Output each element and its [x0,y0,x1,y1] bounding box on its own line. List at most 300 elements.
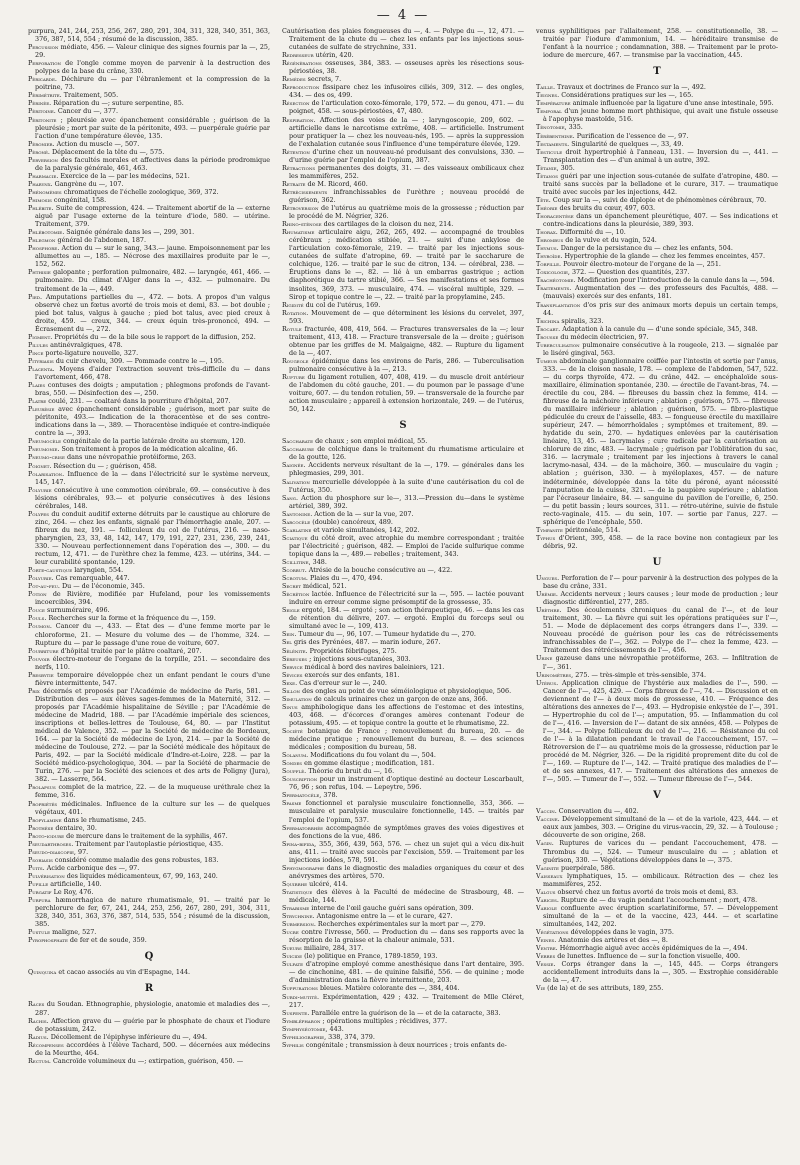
index-entry [282,75,524,83]
index-entry [536,872,778,888]
entry-text: galopante ; perforation pulmonaire, 482. — laryngée, 461, 466. — pulmonaire. Du climat d'Alger dans la —, 432. — pulmonaire. Du traitement de la —, 449. [35,268,270,293]
index-entry [28,936,270,944]
entry-headword: Périnée. [28,99,52,108]
entry-text: Anatomie des artères et des —, 8. [558,936,668,945]
index-entry [282,180,524,188]
entry-text: médicinales. Influence de la culture sur les — de quelques végétaux, 401. [35,799,270,816]
entry-text: Action de la — sur la vue, 207. [314,509,414,518]
index-entry [282,437,524,445]
entry-headword: Résection [282,99,310,108]
index-entry [282,727,524,751]
index-entry [28,1033,270,1041]
entry-text: dans le rhumatisme, 245. [63,815,146,824]
index-entry [28,848,270,856]
entry-text: Difformité du —, 10. [559,228,626,237]
entry-text: Plaies du —, 470, 494. [309,574,383,583]
entry-headword: Pouls. [28,614,47,623]
entry-headword: Puits. [28,863,45,872]
index-entry [536,284,778,300]
index-entry [28,880,270,888]
index-entry [282,1017,524,1025]
index-entry [282,928,524,944]
entry-headword: Rotule [282,324,302,333]
entry-headword: Sexe. [282,678,298,687]
entry-text: Traitement par l'autoplastie périostique, 435. [75,839,224,848]
entry-headword: Vaccin. [536,807,557,816]
entry-text: chromatiques de l'échelle zoologique, 369, 372. [63,187,219,196]
entry-headword: Santonine. [282,509,313,518]
entry-headword: Urinomètres, [536,670,574,679]
entry-headword: Verres [536,952,556,961]
index-entry [536,807,778,815]
index-entry [282,655,524,663]
entry-text: interne de l'œil gauche guéri sans opération, 309. [311,904,474,913]
entry-headword: Poumon. [28,622,52,631]
entry-headword: Pouvoir [28,654,50,663]
entry-headword: Phlébite. [28,204,54,213]
entry-text: avec épanchement considérable ; guérison, mort par suite de péritonite, 493.— Indication de la thoracentèse et de ses contre-indications dans la —, 389. — Thoracentèse indiquée et contre-indiquée contre la —, 393. [35,405,270,438]
entry-headword: Spermatorrhée [282,823,324,832]
index-entry [28,445,270,453]
entry-headword: Tétanie, [536,163,559,172]
entry-text: congénitale ; transmission à deux nourrices ; trois enfants de- [305,1040,507,1049]
index-entry [536,260,778,268]
entry-headword: Prolapsus [28,783,56,792]
index-entry [282,687,524,695]
entry-headword: Sein. [282,630,297,639]
entry-headword: Submersion. [282,920,316,929]
entry-headword: Tuberculisation [536,340,580,349]
index-entry [282,679,524,687]
entry-headword: Sueurs [282,944,302,953]
entry-text: Le Roy, 476. [53,888,94,897]
entry-text: congénital, 158. [53,195,107,204]
entry-text: 348. [312,558,327,566]
index-entry [28,566,270,574]
entry-text: d'os pris sur des animaux morts depuis un certain temps, 44. [543,300,778,317]
index-entry [536,83,778,91]
index-entry [282,840,524,864]
entry-headword: Statistique [282,887,313,896]
entry-headword: Tympanite [536,525,563,534]
entry-text: Travaux et doctrines de Franco sur la —, 492. [557,83,706,92]
index-entry [536,888,778,896]
index-entry [28,606,270,614]
entry-text: ; pleurésie avec épanchement considérable ; guérison de la pleurésie ; mort par suite de la péritonite, 493. — puerpérale guérie par l'action d'une température élevée, 135. [35,115,270,140]
entry-text: Action du phosphore sur le—, 313.—Pression du—dans le système artériel, 389, 392. [289,493,524,510]
index-entry [536,268,778,276]
entry-headword: Soufflé. [282,767,307,776]
entry-text: Théorie du bruit du —, 16. [308,767,395,776]
entry-headword: Perversion [28,155,59,164]
entry-text: laryngien, 554. [74,566,124,575]
index-entry [536,952,778,960]
entry-text: Augmentation des — des professeurs des Facultés, 488. — (mauvais) exercés sur des enfants, 181. [543,284,778,301]
index-entry [28,824,270,832]
entry-text: lactée. Influence de l'électricité sur la —, 595. — lactée pouvant induire en erreur comme signe présomptif de la grossesse, 35. [289,590,524,607]
entry-headword: Propylamine [28,815,62,824]
index-entry [28,156,270,172]
index-entry [28,671,270,687]
entry-text: d'un jeune homme mort phthisique, qui avait une fistule osseuse à l'apophyse mastoïde, 516. [543,107,778,124]
index-entry [282,952,524,960]
entry-text: pulmonaire consécutive à la rougeole, 213. — signalée par le liséré gingival, 563. [543,340,778,357]
entry-text: botanique de France ; renouvellement du bureau, 20. — de médecine pratique ; renouvellement du bureau, 8. — des sciences médicales ; composition du bureau, 58. [289,726,524,752]
entry-headword: Tumeur [536,356,558,365]
index-entry [28,510,270,566]
entry-text: Hémorrhagie aiguë avec accès épidémiques de la —, 494. [559,944,748,953]
entry-headword: Saccharate [282,437,314,446]
entry-text: de Rivière, modifiée par Hufeland, pour les vomissements incoercibles, 394. [35,590,270,607]
entry-text: congénitale de la partie latérale droite au sternum, 120. [63,437,246,446]
entry-text: temporaire développée chez un enfant pendant le cours d'une fièvre intermittente, 547. [35,670,270,687]
index-entry [282,703,524,727]
entry-headword: Trousse [536,332,559,341]
index-entry [28,180,270,188]
entry-headword: Pneumocèle [28,437,62,446]
entry-text: spiralis, 323. [561,316,604,325]
index-entry [28,43,270,59]
entry-text: puerpérale, 586. [561,863,615,872]
entry-headword: Pneumo-crise [28,453,65,462]
index-entry [282,590,524,606]
entry-headword: Sphygmographe [282,863,324,872]
index-entry [28,333,270,341]
index-entry [28,896,270,928]
index-entry [28,268,270,292]
entry-headword: Teignes. [536,91,560,100]
entry-headword: Sel [282,638,292,647]
index-entry [536,148,778,164]
entry-text: Propriétés fébrifuges, 275. [309,646,397,655]
entry-text: 378. [323,791,338,800]
entry-headword: Rétention [282,147,310,156]
entry-headword: Symblépharon [282,1016,321,1025]
index-entry [282,888,524,904]
entry-headword: Seigle [282,606,300,615]
entry-text: Perforation de l'— pour parvenir à la destruction des polypes de la base du crâne, 331. [543,574,778,591]
entry-headword: Syphiliographie, [282,1032,327,1041]
index-entry [536,526,778,534]
entry-headword: Polypes [28,509,49,518]
entry-headword: Régénérations [282,59,322,68]
entry-text: Antagonisme entre la — et le curare, 427. [316,912,453,921]
entry-headword: Péritonite [28,115,57,124]
entry-text: de M. Ricord, 460. [307,179,368,188]
entry-text: Saignée générale dans les —, 299, 301. [66,228,195,237]
entry-text: dans le diagnostic des maladies organiques du cœur et des anévrysmes des artères, 570. [289,863,524,880]
entry-text: contuses des doigts ; amputation ; phlegmons profonds de l'avant-bras, 550. — Désinfection des —, 250. [35,381,270,398]
index-entry [282,606,524,630]
entry-text: Singularité de quelques —, 33, 49. [571,139,684,148]
entry-text: Hypertrophie de la glande — chez les femmes enceintes, 457. [564,252,766,261]
index-entry [282,373,524,413]
index-entry [536,244,778,252]
entry-headword: Phénomènes [28,187,62,196]
entry-text: médiate, 456. — Valeur clinique des signes fournis par la —, 25, 29. [35,43,270,60]
index-entry [28,453,270,461]
index-entry [536,864,778,872]
entry-headword: Propriétés [28,799,58,808]
entry-text: (double) cancéreux, 489. [312,517,393,526]
entry-text: médical, 521. [303,582,347,591]
entry-headword: Pilules [28,340,49,349]
entry-headword: Solanum. [282,751,309,760]
entry-text: décernés et proposés par l'Académie de médecine de Paris, 581. — Distribution des — aux élèves sages-femmes de la Maternité, 312. — proposés par l'Académie hispalitaine de Séville ; par l'Académie de médecine de Madrid, 188. — par l'Académie impériale des sciences, inscriptions et belles-lettres de Toulouse, 64, 80. — par l'Institut médical de Valence, 352. — par la Société de médecine de Bordeaux, 164. — par la Société de médecine de Lyon, 214. — par la Société de médecine de Toulouse, 272. — par la Société médicale des hôpitaux de Paris, 492. — par la Société médicale d'Indre-et-Loire, 228. — par la Société médico-psychologique, 304. — par la Société de pharmacie de Turin, 276. — par la Société des sciences et des arts de Poligny (Jura), 382. — Lasserre, 564. [35,686,270,784]
index-entry [282,478,524,494]
entry-headword: Thrombus [536,236,564,245]
index-entry [28,365,270,381]
entry-text: Corps étranger dans la —, 145, 445. — Corps étrangers accidentellement introduits dans la —, 305. — Exstrophie considérable de la —, 47. [543,960,778,985]
entry-text: Cancer du —, 377. [57,107,119,116]
index-entry [536,984,778,992]
index-entry [536,357,778,526]
entry-headword: Spina-bifida, [282,839,317,848]
section-letter: U [652,556,662,568]
index-entry [282,574,524,582]
index-entry [536,212,778,228]
section-letter: R [144,983,154,995]
entry-text: pour un instrument d'optique destiné au docteur Lescarbault, 76, 96 ; son refus, 104. — Lepeytre, 596. [289,775,524,792]
entry-text: artificielle, 140. [50,879,102,888]
entry-text: 355, 366, 439, 563, 576. — chez un sujet qui a vécu dix-huit ans, 411. — traité avec succès par l'excision, 559. — Traitement par les injections iodées, 578, 591. [289,839,524,864]
entry-headword: Température [536,99,571,108]
index-entry [28,148,270,156]
entry-text: général de l'abdomen, 187. [57,236,146,245]
entry-headword: Périmétrite. [28,91,62,100]
index-entry [28,27,270,43]
entry-headword: Pseudo-diascopie, [28,847,76,856]
entry-headword: Salivation [282,477,310,486]
entry-headword: Taille. [536,83,555,92]
entry-headword: Polyurie. [28,574,54,583]
entry-text: gris des Pyrénées, 487. — marin iodure, 267. [294,638,441,647]
entry-text: de l'utérus au quatrième mois de la grossesse ; réduction par le procédé de M. Négrier, 326. [289,204,524,221]
index-entry [282,518,524,526]
entry-text: Adaptation à la canule du — d'une sonde spéciale, 345, 348. [562,324,758,333]
entry-text: Influence de la — dans l'électricité sur le système nerveux, 145, 147. [35,469,270,486]
entry-text: osseuses, 384, 383. — osseuses après les résections sous-périostées, 38. [289,59,524,76]
entry-headword: Surdi-mutité. [282,992,320,1001]
entry-headword: Races [28,1000,45,1009]
entry-headword: Saignée. [282,461,306,470]
index-entry [282,309,524,325]
entry-headword: Sciatique [282,533,308,542]
entry-headword: Ténotomie, [536,123,567,132]
index-entry [282,59,524,75]
entry-text: consécutive à une commotion cérébrale, 69. — consécutive à des lésions cérébrales, 93.— et polyurie consécutives à des lésions cérébrales, 148. [35,485,270,510]
entry-text: 338, 374, 379. [328,1032,375,1041]
entry-headword: Secret [282,582,301,591]
index-entry [282,630,524,638]
entry-headword: Tétanos [536,171,559,180]
index-entry [28,341,270,349]
entry-text: 275. — très-simple et très-sensible, 374. [575,670,706,679]
entry-text: Recherches sur la forme et la fréquence du —, 159. [48,614,216,623]
index-entry [536,99,778,107]
index-entry [28,590,270,606]
entry-text: de l'ongle comme moyen de parvenir à la destruction des polypes de la base du crâne, 330. [35,59,270,76]
entry-text: Danger de la persistance du — chez les enfants, 504. [560,244,733,253]
entry-headword: Phlegmon [28,236,56,245]
entry-text: porte-ligature nouvelle, 327. [45,348,139,357]
entry-text: fracturée, 408, 419, 564. — Fractures transversales de la —; leur traitement, 413, 418. — Fracture transversale de la — droite ; guérison obtenue par les griffes de M. Malgaigne, 482. — Rupture du ligament de la —, 407. [289,324,524,357]
index-entry [28,204,270,228]
index-entry [282,526,524,534]
index-entry [282,960,524,984]
entry-text: de chaux ; son emploi médical, 55. [315,437,428,446]
entry-text: Propriétés du — de la bile sous le rapport de la diffusion, 252. [54,332,256,341]
index-entry [28,140,270,148]
entry-text: Cas remarquable, 447. [55,574,130,583]
index-entry [282,558,524,566]
entry-headword: Strychnine. [282,912,315,921]
entry-headword: Testaments. [536,139,570,148]
entry-text: d'Orient, 395, 458. — de la race bovine non contagieux par les débris, 92. [543,533,778,550]
entry-headword: Plaies [28,381,46,390]
entry-headword: Sucre [282,928,299,937]
entry-text: des élèves à la Faculté de médecine de Strasbourg, 48. — médicale, 144. [289,887,524,904]
index-entry [536,107,778,123]
index-entry [282,27,524,51]
entry-headword: Testicule [536,147,563,156]
entry-text: de colchique dans le traitement du rhumatisme articulaire et de la goutte, 126. [289,445,524,462]
entry-text: Tumeur du —, 96, 107. — Tumeur hydatide du —, 270. [298,630,476,639]
index-entry [282,920,524,928]
entry-headword: Térébenthine. [536,131,575,140]
entry-text: ulcéré, 414. [309,879,348,888]
entry-headword: Presbytie [28,670,54,679]
entry-headword: Péronier. [28,139,55,148]
entry-text: Résection du — ; guérison, 458. [53,461,157,470]
entry-text: 335. [568,123,583,132]
entry-text: ; opérations multiples ; récidives, 377. [322,1016,448,1025]
entry-text: Rupture de — du vagin pendant l'accouchement ; mort, 478. [560,895,758,904]
index-entry [536,27,778,59]
index-entry [536,815,778,839]
index-entry [28,486,270,510]
index-entry [28,196,270,204]
entry-text: Modification pour l'introduction de la canule dans la —, 594. [577,276,775,285]
index-entry [28,244,270,268]
index-entry [536,671,778,679]
entry-headword: Pourriture [28,646,59,655]
entry-headword: Varices. [536,895,559,904]
entry-headword: Potion [28,590,47,599]
entry-text: électro-moteur de l'organe de la torpille, 251. — secondaire des nerfs, 110. [35,654,270,671]
index-entry [282,993,524,1009]
entry-headword: Sélénite. [282,646,308,655]
entry-headword: Vessie. [536,960,556,969]
entry-headword: Temporal [536,107,562,116]
entry-text: du conduit auditif externe détruits par le caustique au chlorure de zinc, 264. — chez les enfants, signalé par l'hémorrhagie anale, 207. — fibreux du nez, 191. — folliculeux du col de l'utérus, 216. — naso-pharyngien, 23, 33, 48, 142, 147, 179, 191, 227, 231, 236, 239, 241, 330. — Nouveau perfectionnement dans l'opération des —, 300. — du rectum, 12, 471. — de l'urèthre chez la femme, 423. — utérins, 344. — leur curabilité spontanée, 129. [35,509,270,567]
entry-headword: Radius. [28,1032,49,1041]
entry-headword: Pustule [28,928,51,937]
entry-headword: Sévices [282,670,303,679]
index-entry [282,904,524,912]
entry-headword: Suppurations [282,984,318,993]
entry-text: surnuméraire, 496. [46,606,110,615]
index-entry [282,647,524,655]
entry-text: de la vulve et du vagin, 524. [565,236,657,245]
entry-headword: Pseudarthroses. [28,839,74,848]
entry-text: du cuir chevelu, 309. — Pommade contre le —, 195. [55,356,224,365]
entry-text: Son traitement à propos de la médication alcaline, 46. [61,445,238,454]
entry-headword: Pityriasis [28,356,54,365]
entry-text: coulé, 231. — coaltaré dans la pourriture d'hôpital, 207. [48,397,231,406]
entry-text: du ligament rotulien, 407, 408, 419. — du muscle droit antérieur de l'abdomen du côté gauche, 201. — du poumon par le passage d'une voiture, 607. — du tendon rotulien, 59. — transversale de la fourche par action musculaire ; appareil à extension horizontale, 249. — de l'utérus, 50, 142. [289,373,524,414]
index-entry [28,397,270,405]
index-entry [536,164,778,172]
index-entry [28,1000,270,1016]
section-letter: V [653,790,661,802]
index-entry [28,574,270,582]
index-entry [282,638,524,646]
index-entry [28,172,270,180]
entry-text: de lunettes. Influence de — sur la fonction visuelle, 400. [557,952,740,961]
index-entry [28,91,270,99]
entry-text: ergoté, 184. — ergoté ; son action thérapeutique, 46. — dans les cas de rétention du délivre, 207. — ergoté. Emploi du forceps seul ou simultané avec le —, 109, 413. [289,606,524,631]
index-entry [28,582,270,590]
entry-text: d'atropine employé comme anesthésique dans l'art dentaire, 395. — de cinchonine, 481. — de quinine falsifié, 556. — de quinine ; mode d'administration dans la fièvre intermittente, 203. [289,960,524,985]
entry-text: 372. — Question des quantités, 237. [571,268,690,277]
entry-headword: Rougeole [282,356,309,365]
entry-text: des liquides médicamenteux, 67, 99, 163, 240. [66,871,218,880]
index-entry [282,301,524,309]
entry-headword: Syphilis [282,1040,304,1049]
entry-headword: Vaccine. [536,815,560,824]
index-entry [282,99,524,115]
entry-text: Coup sur la —, suivi de diplopie et de phénomènes cérébraux, 70. [552,195,767,204]
entry-headword: Pupille [28,879,49,888]
entry-headword: Trocart. [536,324,561,333]
entry-text: Application clinique de l'hystérie aux maladies de l'—, 590. — Cancer de l'—, 425, 429. — Corps fibreux de l'—, 74. — Discussion et en deviennent de l'— à deux mois de grossesse, 410. — Fréquence des altérations des annexes de l'—, 493. — Hydropisie enkystée de l'—, 391. — Hypertrophie du col de l'—; amputation, 95. — Inflammation du col de l'—, 416. — Inversion de l'— datant de six années, 458. — Polypes de l'—, 344. — Polype folliculeux du col de l'—, 216. — Résistance du col de l'— à la dilatation pendant le travail de l'accouchement, 157. — Rétroversion de l'— au quatrième mois de la grossesse, réduction par le procédé de M. Négrier, 326. — De la rigidité proprement dite du col de l'—, 169. — Rupture de l'—, 142. — Traité pratique des maladies de l'— et de ses annexes, 417. — Traitement des altérations des annexes de l'—, 505. — Tumeur de l'—, 552. — Tumeur fibreuse de l'—, 544. [543,678,778,784]
entry-headword: Péroné. [28,147,50,156]
entry-text: articulaire aigu, 262, 265, 492. — accompagné de troubles cérébraux ; médication stibiée, 21. — suivi d'une ankylose de l'articulation coxo-fémorale, 219. — traité par les injections sous-cutanées de sulfate d'atropine, 69. — traité par le saccharure de colchique, 126. — traité par le suc de citron, 134. — cérébral, 238. — Éruptions dans le —, 82. — lié à un embarras gastrique ; action diaphorétique du tartre stibié, 366. — Ses manifestations et ses formes insolites, 369, 373. — musculaire, 474. — viscéral multiple, 329. — Sirop et topique contre le —, 22. — traité par la propylamine, 245. [289,228,524,301]
entry-headword: Symphyséotomie, [282,1024,328,1033]
entry-headword: Suicide [282,952,303,961]
entry-headword: Thoracentèse [536,211,574,220]
entry-headword: Sulfate [282,960,304,969]
index-entry [282,671,524,679]
entry-headword: Pyrophosphate [28,936,68,945]
index-entry [28,99,270,107]
entry-headword: Urèthre. [536,606,562,615]
entry-text: 305. [560,163,575,172]
entry-headword: Remèdes [282,75,306,84]
index-entry [536,91,778,99]
entry-headword: Pigment. [28,332,53,341]
entry-headword: Purpura [28,896,51,905]
entry-headword: Pulvérisation [28,871,65,880]
index-entry [28,832,270,840]
index-column-2 [282,27,524,1162]
index-entry [282,461,524,477]
entry-headword: Rectum. [28,1056,51,1065]
index-entry [282,751,524,759]
entry-headword: Sillon [282,686,301,695]
entry-text: Réparation du —; suture serpentine, 85. [53,99,184,108]
entry-headword: Perforation [28,59,61,68]
index-entry [28,405,270,437]
index-entry [282,83,524,99]
entry-headword: Souscription [282,775,318,784]
entry-headword: Saccharure [282,445,315,454]
entry-headword: Séreuses [282,654,308,663]
entry-text: bleues. Matière colorante des —, 384, 404. [319,984,460,993]
entry-headword: Utérus. [536,678,559,687]
entry-headword: Société [282,726,303,735]
